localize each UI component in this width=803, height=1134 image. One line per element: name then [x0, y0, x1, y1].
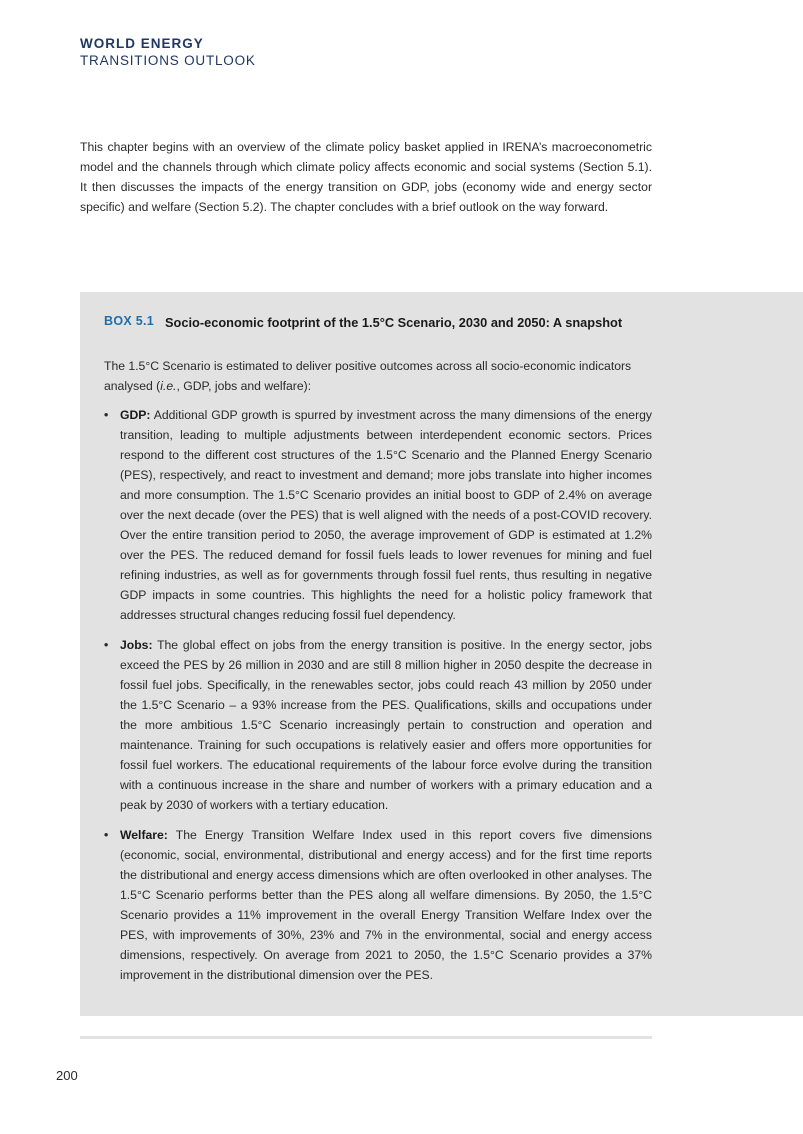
box-5-1	[80, 292, 803, 1016]
box-bottom-rule	[80, 1036, 652, 1039]
report-subtitle: TRANSITIONS OUTLOOK	[80, 53, 256, 68]
box-number: BOX 5.1	[104, 314, 155, 328]
bullet-text: The global effect on jobs from the energy transition is positive. In the energy sector, jobs exceed the PES by 26 million in 2030 and are still 8 million higher in 2050 despite the decrease in fossil fuel jobs. Specifically, in the renewables sector, jobs could reach 43 million by 2050 under the 1.5°C Scenario – a 93% increase from the PES. Qualifications, skills and occupations under the more ambitious 1.5°C Scenario increasingly pertain to construction and operation and maintenance. Training for such occupations is relatively easier and offers more opportunities for fossil fuel workers. The educational requirements of the labour force evolve during the transition with a continuous increase in the share and number of workers with a primary education and a peak by 2030 of workers with a tertiary education.	[120, 638, 652, 812]
bullet-marker: •	[104, 638, 109, 652]
box-bullet-list	[104, 405, 652, 995]
box-lead-text-2: , GDP, jobs and welfare):	[176, 379, 312, 393]
box-title: Socio-economic footprint of the 1.5°C Scenario, 2030 and 2050: A snapshot	[165, 315, 623, 330]
page-number: 200	[56, 1068, 78, 1083]
report-title: WORLD ENERGY	[80, 36, 204, 51]
box-lead-paragraph	[104, 356, 652, 396]
box-lead-italic: i.e.	[160, 379, 177, 393]
running-header	[80, 36, 256, 70]
intro-paragraph: This chapter begins with an overview of the climate policy basket applied in IRENA’s macroeconometric model and the channels through which climate policy affects economic and social systems (Section 5.1). It then discusses the impacts of the energy transition on GDP, jobs (economy wide and energy sector specific) and welfare (Section 5.2). The chapter concludes with a brief outlook on the way forward.	[80, 140, 652, 214]
bullet-marker: •	[104, 828, 109, 842]
bullet-label: GDP:	[120, 408, 151, 422]
bullet-jobs	[104, 635, 652, 815]
bullet-welfare	[104, 825, 652, 985]
bullet-text: Additional GDP growth is spurred by investment across the many dimensions of the energy transition, leading to multiple adjustments between interdependent economic sectors. Prices respond to the different cost structures of the 1.5°C Scenario and the Planned Energy Scenario (PES), respectively, and react to investment and demand; more jobs translate into higher incomes and more consumption. The 1.5°C Scenario provides an initial boost to GDP of 2.4% on average over the next decade (over the PES) that is well aligned with the needs of a post-COVID recovery. Over the entire transition period to 2050, the average improvement of GDP is estimated at 1.2% over the PES. The reduced demand for fossil fuels leads to lower revenues for mining and fuel refining industries, as well as for governments through fossil fuel rents, thus resulting in negative GDP impacts in some countries. This highlights the need for a holistic policy framework that addresses structural changes reducing fossil fuel dependency.	[120, 408, 652, 622]
bullet-marker: •	[104, 408, 109, 422]
bullet-text: The Energy Transition Welfare Index used in this report covers five dimensions (economic, social, environmental, distributional and energy access) and for the first time reports the distributional and energy access dimensions which are often overlooked in other analyses. The 1.5°C Scenario performs better than the PES along all welfare dimensions. By 2050, the 1.5°C Scenario provides a 11% improvement in the overall Energy Transition Welfare Index over the PES, with improvements of 30%, 23% and 7% in the environmental, social and energy access dimensions, respectively. On average from 2021 to 2050, the 1.5°C Scenario provides a 37% improvement in the distributional dimension over the PES.	[120, 828, 652, 982]
bullet-gdp	[104, 405, 652, 625]
bullet-label: Welfare:	[120, 828, 168, 842]
bullet-label: Jobs:	[120, 638, 153, 652]
box-lead-text-1: The 1.5°C Scenario is estimated to deliver positive outcomes across all socio-economic indicators analysed (	[104, 359, 632, 393]
